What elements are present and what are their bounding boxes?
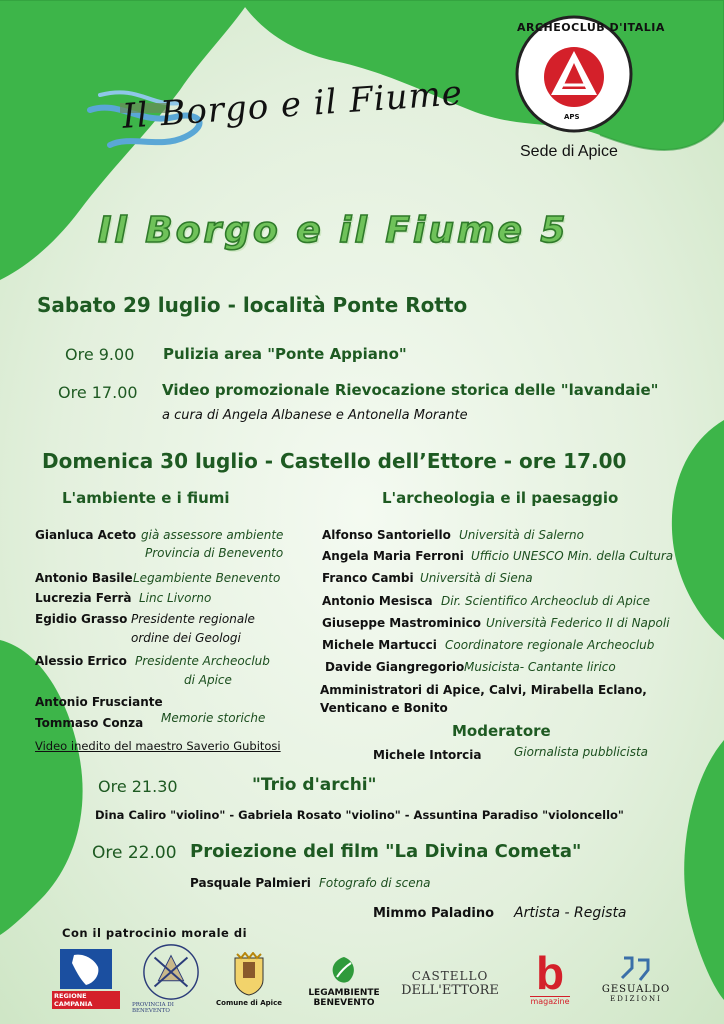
- gesualdo-mark-icon: [618, 954, 654, 984]
- right-speaker-role: Musicista- Cantante lirico: [464, 660, 616, 674]
- b-magazine-letter: b: [535, 947, 565, 999]
- right-speaker-name: Franco Cambi: [322, 571, 414, 585]
- left-speaker-name: Egidio Grasso: [35, 612, 128, 626]
- campania-map-icon: [60, 949, 112, 989]
- day1-event2-desc: Video promozionale Rievocazione storica delle "lavandaie": [162, 381, 659, 399]
- comune-apice-logo: [214, 946, 284, 1012]
- right-speaker-role: Università Federico II di Napoli: [486, 616, 670, 630]
- left-speaker-role: Presidente regionale: [131, 612, 255, 626]
- gesualdo-label2: EDIZIONI: [610, 994, 662, 1003]
- left-speaker-role: di Apice: [184, 673, 232, 687]
- evening-time2: Ore 22.00: [92, 843, 177, 863]
- moderatore-name: Michele Intorcia: [373, 748, 482, 762]
- amministratori-line1: Amministratori di Apice, Calvi, Mirabella Eclano,: [320, 683, 647, 697]
- evening-title2: Proiezione del film "La Divina Cometa": [190, 841, 582, 862]
- provincia-benevento-logo: [132, 942, 210, 1014]
- pasquale-role: Fotografo di scena: [319, 876, 431, 890]
- legambiente-label1: LEGAMBIENTE: [308, 987, 380, 998]
- moderatore-role: Giornalista pubblicista: [514, 745, 649, 759]
- left-speaker-role: Presidente Archeoclub: [135, 654, 270, 668]
- castello-label2: DELL'ETTORE: [401, 982, 499, 998]
- sede-label: Sede di Apice: [520, 143, 618, 160]
- moderatore-title: Moderatore: [452, 722, 551, 740]
- left-speaker-role: Linc Livorno: [139, 591, 212, 605]
- left-section-title: L'ambiente e i fiumi: [62, 489, 230, 507]
- evening-performers: Dina Caliro "violino" - Gabriela Rosato "violino" - Assuntina Paradiso "violoncello": [95, 808, 624, 822]
- mimmo-role: Artista - Regista: [514, 905, 627, 921]
- left-speaker-name: Lucrezia Ferrà: [35, 591, 132, 605]
- day2-heading: Domenica 30 luglio - Castello dell’Ettore - ore 17.00: [42, 449, 627, 473]
- left-speaker-name: Antonio Basile: [35, 571, 133, 585]
- day1-heading: Sabato 29 luglio - località Ponte Rotto: [37, 293, 468, 317]
- gesualdo-label1: GESUALDO: [601, 983, 671, 995]
- right-speaker-name: Alfonso Santoriello: [322, 528, 451, 542]
- right-speaker-name: Giuseppe Mastrominico: [322, 616, 481, 630]
- provincia-seal-icon: [140, 942, 202, 1002]
- castello-logo: [402, 958, 498, 1008]
- archeoclub-ring-text: ARCHEOCLUB D'ITALIA: [517, 21, 665, 34]
- provincia-label: PROVINCIA DI BENEVENTO: [132, 1002, 174, 1014]
- legambiente-logo: [305, 950, 383, 1012]
- legambiente-label2: BENEVENTO: [313, 997, 375, 1008]
- logo-text: Il Borgo e il Fiume: [121, 73, 465, 137]
- page-title: Il Borgo e il Fiume 5: [98, 210, 569, 251]
- apice-crest-icon: [231, 952, 267, 996]
- right-speaker-name: Angela Maria Ferroni: [322, 549, 464, 563]
- right-speaker-role: Dir. Scientifico Archeoclub di Apice: [441, 594, 651, 608]
- left-speaker-name: Antonio Frusciante: [35, 695, 163, 709]
- evening-title1: "Trio d'archi": [252, 775, 377, 795]
- borgo-fiume-logo: [80, 45, 465, 175]
- archeoclub-aps: APS: [564, 113, 580, 121]
- gesualdo-logo: [596, 942, 676, 1014]
- left-speaker-name: Tommaso Conza: [35, 716, 144, 730]
- left-speaker-name: Gianluca Aceto: [35, 528, 137, 542]
- day1-event2-time: Ore 17.00: [58, 383, 138, 402]
- right-speaker-role: Coordinatore regionale Archeoclub: [445, 638, 655, 652]
- left-speaker-role: Provincia di Benevento: [145, 546, 284, 560]
- right-speaker-name: Michele Martucci: [322, 638, 437, 652]
- campania-label: REGIONE CAMPANIA: [52, 991, 120, 1009]
- patronage-label: Con il patrocinio morale di: [62, 926, 248, 940]
- day1-event1-time: Ore 9.00: [65, 345, 135, 364]
- left-speaker-name: Alessio Errico: [35, 654, 127, 668]
- b-magazine-logo: [522, 946, 578, 1010]
- right-speaker-role: Università di Siena: [420, 571, 533, 585]
- apice-label: Comune di Apice: [216, 998, 282, 1007]
- legambiente-leaf-icon: [329, 955, 359, 985]
- left-speaker-role: Legambiente Benevento: [133, 571, 281, 585]
- right-speaker-name: Davide Giangregorio: [325, 660, 465, 674]
- evening-time1: Ore 21.30: [98, 777, 178, 796]
- right-speaker-name: Antonio Mesisca: [322, 594, 433, 608]
- castello-label1: CASTELLO: [411, 968, 489, 983]
- right-section-title: L'archeologia e il paesaggio: [382, 489, 619, 507]
- b-magazine-label: magazine: [530, 997, 570, 1006]
- pasquale-name: Pasquale Palmieri: [190, 876, 311, 890]
- regione-campania-logo: [52, 948, 120, 1010]
- left-speaker-role: Memorie storiche: [161, 711, 266, 725]
- left-speaker-role: già assessore ambiente: [141, 528, 284, 542]
- amministratori-line2: Venticano e Bonito: [320, 701, 448, 715]
- video-note: Video inedito del maestro Saverio Gubitosi: [35, 739, 281, 753]
- day1-event1-desc: Pulizia area "Ponte Appiano": [163, 345, 407, 363]
- archeoclub-logo: [515, 15, 665, 133]
- right-speaker-role: Ufficio UNESCO Min. della Cultura: [471, 549, 674, 563]
- left-speaker-role: ordine dei Geologi: [131, 631, 241, 645]
- day1-event2-sub: a cura di Angela Albanese e Antonella Morante: [162, 408, 468, 423]
- right-speaker-role: Università di Salerno: [459, 528, 584, 542]
- mimmo-name: Mimmo Paladino: [373, 906, 495, 921]
